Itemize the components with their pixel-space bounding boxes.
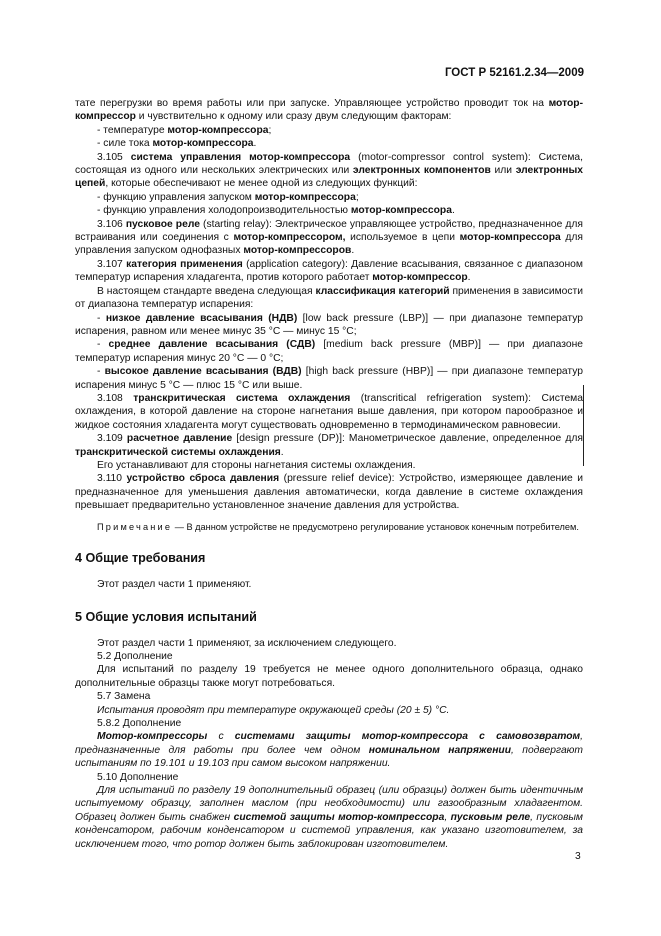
list-item: - среднее давление всасывания (СДВ) [medium back pressure (MBP)] — при диапазоне температур испарения минус 20 °С — 0 °С; [75,339,583,364]
definition-3-110: 3.110 устройство сброса давления (pressure relief device): Устройство, измеряющее давление и предназначенное для уменьшения давления автоматически, когда давление в системе охлаждения превышает предварительно установленное значение давления для устройства. [75,473,583,512]
note-label: Примечание [97,521,173,532]
list-item: - низкое давление всасывания (НДВ) [low back pressure (LBP)] — при диапазоне температур испарения, равном или менее минус 35 °С — минус 15 °С; [75,312,583,337]
change-bar [583,385,584,466]
paragraph: тате перегрузки во время работы или при запуске. Управляющее устройство проводит ток на мотор-компрессор и чувствительно к одному или сразу двум следующим факторам: [75,98,583,123]
list-item: - функцию управления холодопроизводительностью мотор-компрессора. [97,205,455,217]
section-4-title: 4 Общие требования [75,551,206,566]
document-id: ГОСТ Р 52161.2.34—2009 [444,67,584,79]
page-number: 3 [575,851,581,862]
paragraph: Мотор-компрессоры с системами защиты мотор-компрессора с самовозвратом, предназначенные для работы при более чем одном номинальном напряжении, подвергают испытаниям по 19.101 и 19.103 при самом высоком напряжении. [75,731,583,770]
clause-heading: 5.10 Дополнение [97,771,179,783]
definition-3-106: 3.106 пусковое реле (starting relay): Электрическое управляющее устройство, предназначенное для встраивания или соединения с мотор-компрессором, используемое в цепи мотор-компрессора для управления запуском однофазных мотор-компрессоров. [75,218,583,257]
definition-3-109: 3.109 расчетное давление [design pressure (DP)]: Манометрическое давление, определенное для транскритической системы охлаждения. [75,433,583,458]
definition-3-108: 3.108 транскритическая система охлаждения (transcritical refrigeration system): Система охлаждения, в которой давление на стороне нагнетания выше давления, при котором парообразное и жидкое состояния хладагента могут существовать одновременно в термодинамическом равновесии. [75,392,583,431]
definition-3-107: 3.107 категория применения (application category): Давление всасывания, связанное с диапазоном температур испарения хладагента, против которого работает мотор-компрессор. [75,258,583,284]
list-item: - температуре мотор-компрессора; [97,124,272,136]
list-item: - силе тока мотор-компрессора. [97,138,257,150]
page-body [75,97,583,851]
paragraph: Испытания проводят при температуре окружающей среды (20 ± 5) °С. [97,704,450,716]
clause-heading: 5.7 Замена [97,691,151,703]
section-5-title: 5 Общие условия испытаний [75,609,257,624]
list-item: - функцию управления запуском мотор-компрессора; [97,191,359,203]
definition-3-105: 3.105 система управления мотор-компрессора (motor-compressor control system): Система, состоящая из одного или нескольких электрических или электронных компонентов или электронных цепей, которые обеспечивают не менее одной из следующих функций: [75,151,584,190]
paragraph: Этот раздел части 1 применяют, за исключением следующего. [97,637,397,649]
paragraph: Этот раздел части 1 применяют. [97,579,252,591]
note: Примечание — В данном устройстве не предусмотрено регулирование установок конечным потребителем. [97,521,579,532]
clause-heading: 5.8.2 Дополнение [97,717,182,729]
paragraph: Для испытаний по разделу 19 дополнительный образец (или образцы) должен быть идентичным испытуемому образцу, заполнен маслом (при необходимости) или газообразным хладагентом. Образец должен быть снабжен системой защиты мотор-компрессора, пусковым реле, пусковым конденсатором, рабочим конденсатором и системой управления, как указано изготовителем, за исключением того, что ротор должен быть заблокирован изготовителем. [75,784,583,850]
list-item: - высокое давление всасывания (ВДВ) [high back pressure (HBP)] — при диапазоне температур испарения минус 5 °С — плюс 15 °С или выше. [75,366,584,391]
clause-heading: 5.2 Дополнение [97,650,173,662]
paragraph: В настоящем стандарте введена следующая классификация категорий применения в зависимости от диапазона температур испарения: [75,285,583,311]
paragraph: Для испытаний по разделу 19 требуется не менее одного дополнительного образца, однако дополнительные образцы также могут потребоваться. [75,664,583,689]
paragraph: Его устанавливают для стороны нагнетания системы охлаждения. [97,459,416,471]
